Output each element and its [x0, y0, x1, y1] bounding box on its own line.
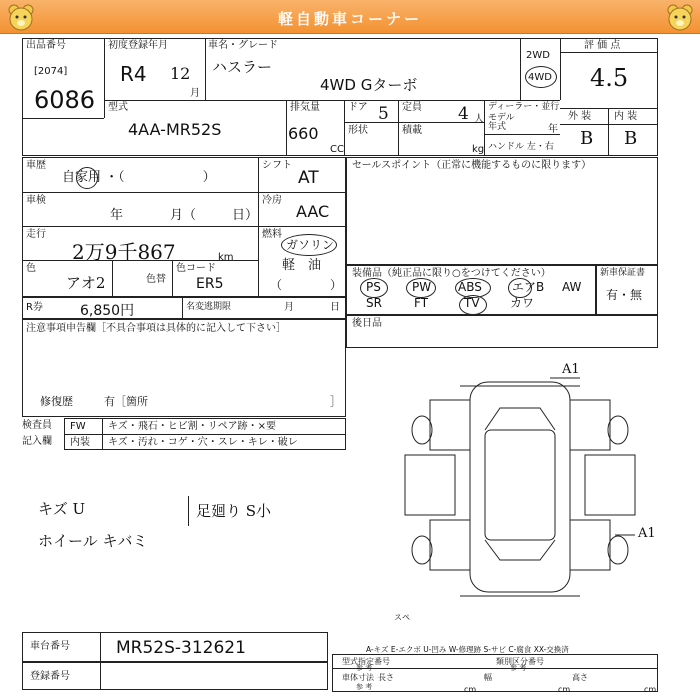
width-label: 幅	[484, 673, 492, 682]
fuel-diesel: 軽 油	[282, 258, 322, 273]
recycle-row	[22, 297, 346, 319]
ac-value: AAC	[296, 202, 330, 221]
equip-pw-circle	[406, 278, 436, 298]
inspection-month: 月（	[170, 208, 197, 223]
fuel-other: （ ）	[270, 278, 343, 292]
chassis-number: MR52S-312621	[116, 638, 246, 658]
color-label: 色	[26, 263, 36, 274]
banner-title: 軽自動車コーナー	[277, 10, 422, 28]
equip-aw: AW	[562, 280, 582, 294]
color-code-label: 色コード	[176, 263, 216, 274]
car-grade-value: 4WD Gターボ	[320, 76, 418, 94]
equip-sr: SR	[366, 296, 382, 310]
sales-point-box	[346, 157, 658, 265]
ref-label-1: 参 考	[356, 664, 373, 672]
lot-label: 出品番号	[26, 40, 66, 51]
doors-label: ドア	[348, 102, 368, 113]
warranty-label: 新車保証書	[600, 268, 646, 278]
model-designation-label: 型式指定番号	[342, 657, 390, 666]
height-cm: cm	[644, 685, 657, 694]
fuel-label: 燃料	[262, 229, 282, 240]
score-value: 4.5	[590, 64, 629, 92]
first-reg-era: R4	[120, 62, 147, 86]
note-wheel: ホイール キバミ	[38, 532, 148, 550]
fuel-gas: ガソリン	[286, 238, 335, 252]
equip-ps: PS	[366, 280, 381, 294]
length-label: 長さ	[378, 673, 394, 682]
fw-items: キズ・飛石・ヒビ割・リペア跡・×要	[108, 421, 276, 432]
shift-value: AT	[298, 168, 319, 188]
damage-legend: A-キズ E-エクボ U-凹み W-修理跡 S-サビ C-腐食 XX-交換済	[366, 645, 569, 654]
warranty-value: 有・無	[606, 288, 643, 302]
model-value: 4AA-MR52S	[128, 120, 222, 139]
drive-4wd: 4WD	[528, 72, 552, 83]
first-reg-label: 初度登録年月	[108, 40, 168, 51]
equip-abs: ABS	[458, 280, 482, 294]
score-label: 評 価 点	[584, 40, 621, 51]
inspection-day: 日）	[232, 208, 259, 223]
mileage-label: 走行	[26, 229, 46, 240]
repair-value: 有［箇所	[104, 395, 148, 408]
inspection-label: 車検	[26, 195, 46, 206]
car-name-label: 車名・グレード	[208, 40, 278, 51]
capacity-label: 定員	[402, 102, 422, 113]
tax-month: 月	[284, 302, 294, 313]
inspector-label-1: 検査員	[22, 420, 52, 431]
dims-label: 車体寸法	[342, 673, 374, 682]
interior-label: 内 装	[614, 111, 638, 122]
equip-airbag: エアB	[512, 280, 545, 294]
ac-label: 冷房	[262, 195, 282, 206]
top-info-frame	[22, 38, 658, 156]
reg-label: 登録番号	[30, 671, 70, 682]
repair-label: 修復歴	[40, 395, 73, 408]
tax-label: 名変逃期限	[186, 302, 232, 312]
front-label: スペ	[394, 613, 410, 622]
exterior-label: 外 装	[568, 111, 592, 122]
after-label: 後日品	[352, 318, 382, 329]
mileage-value: 2万9千867	[72, 240, 176, 264]
damage-mark-a1-right: A1	[638, 526, 656, 541]
interior-check-label: 内装	[70, 437, 90, 448]
car-name-value: ハスラー	[212, 58, 273, 76]
km-unit: km	[218, 252, 234, 263]
color-code-value: ER5	[196, 276, 224, 292]
handle-label: ハンドル 左・右	[488, 142, 554, 152]
chassis-label: 車台番号	[30, 641, 70, 652]
fuel-circle	[281, 234, 337, 256]
shift-label: シフト	[262, 160, 292, 171]
ref-label-2: 参 考	[510, 664, 527, 672]
capacity-value: 4	[458, 104, 469, 124]
history-circle	[76, 167, 98, 189]
equip-ps-circle	[360, 278, 388, 298]
doors-value: 5	[378, 104, 389, 124]
notes-label: 注意事項申告欄［不具合事項は具体的に記入して下さい］	[26, 323, 286, 334]
equip-tv-circle	[459, 295, 487, 315]
lot-number: 6086	[34, 86, 96, 114]
bear-mascot-icon	[665, 2, 695, 32]
recycle-value: 6,850円	[80, 303, 135, 319]
recycle-label: R券	[26, 302, 43, 313]
category-label: 類別区分番号	[496, 657, 544, 666]
year-unit: 年	[548, 124, 558, 135]
year-label: 年式	[488, 122, 507, 132]
load-label: 積載	[402, 125, 422, 136]
note-suspension: 足廻り S小	[196, 502, 272, 520]
first-reg-month: 12	[170, 64, 191, 83]
displacement-value: 660	[288, 124, 319, 143]
kg-unit: kg	[472, 144, 485, 155]
interior-grade: B	[624, 128, 638, 149]
dealer-label: ディーラー・並行	[488, 102, 560, 112]
drive-2wd: 2WD	[526, 50, 550, 61]
note-scratch: キズ U	[38, 500, 86, 518]
displacement-label: 排気量	[290, 102, 320, 113]
equip-tv: TV	[464, 296, 480, 310]
width-cm: cm	[558, 685, 571, 694]
fw-label: FW	[70, 421, 86, 432]
after-box	[346, 315, 658, 348]
inspector-label-2: 記入欄	[22, 436, 52, 447]
equipment-label: 装備品（純正品に限り○をつけてください）	[352, 268, 551, 279]
damage-mark-a1-top: A1	[562, 362, 580, 377]
color-value: アオ2	[66, 274, 106, 292]
exterior-grade: B	[580, 128, 594, 149]
lot-sub: [2074]	[34, 66, 68, 77]
equip-airbag-circle	[508, 278, 532, 298]
car-damage-diagram	[400, 360, 660, 620]
model-label: 型式	[108, 102, 128, 113]
color-change-label: 色替	[146, 274, 166, 285]
inspection-year: 年	[110, 208, 124, 223]
capacity-unit: 人	[474, 114, 484, 125]
height-label: 高さ	[572, 673, 588, 682]
interior-items: キズ・汚れ・コゲ・穴・スレ・キレ・破レ	[108, 437, 298, 448]
cc-unit: CC	[330, 144, 344, 155]
repair-close: ］	[330, 395, 341, 408]
sales-point-label: セールスポイント（正常に機能するものに限ります）	[352, 160, 592, 171]
shape-label: 形状	[348, 125, 368, 136]
length-cm: cm	[464, 685, 477, 694]
tax-day: 日	[330, 302, 340, 313]
equip-ft: FT	[414, 296, 429, 310]
history-value: 自家用 ・（ ）	[62, 170, 216, 185]
equip-leather: カワ	[510, 296, 535, 310]
history-label: 車歴	[26, 160, 46, 171]
model-year-label: モデル	[488, 113, 515, 123]
month-unit: 月	[190, 88, 200, 99]
equip-pw: PW	[412, 280, 432, 294]
ref-label-3: 参 考	[356, 683, 373, 691]
